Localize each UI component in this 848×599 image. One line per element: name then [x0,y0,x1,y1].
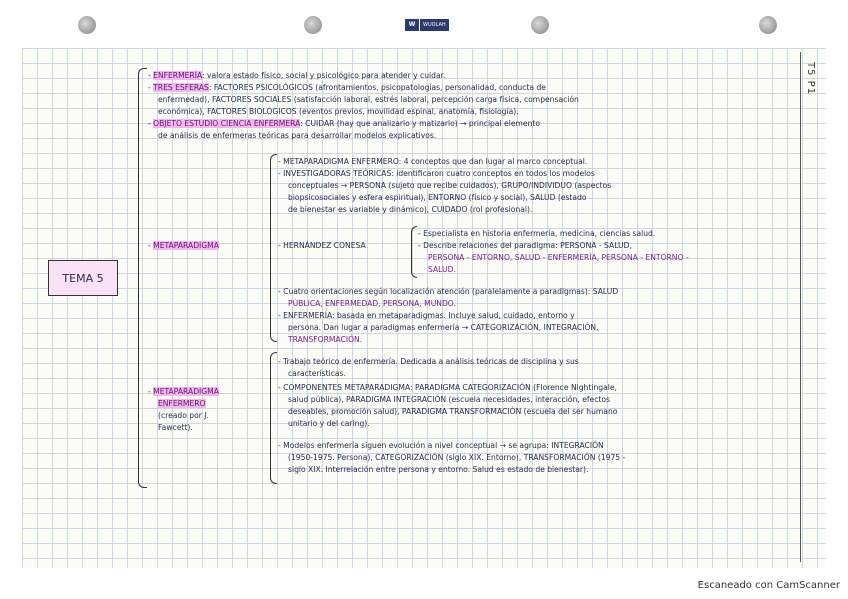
hernandez-line-3: PERSONA - ENTORNO, SALUD - ENFERMERÍA, PERSONA - ENTORNO - [428,253,689,262]
hernandez-line-4: SALUD. [428,265,456,274]
main-brace [138,68,147,488]
hernandez-line-2: - Describe relaciones del paradigma: PERSONA - SALUD, [418,241,632,250]
enf-line-4: salud pública), PARADIGMA INTEGRACIÓN (escuela necesidades, interacción, efectos [288,395,610,404]
hernandez-line-1: - Especialista en historia enfermería, medicina, ciencias salud. [418,229,656,238]
line-text: : FACTORES PSICOLÓGICOS (afrontamientos, psicopatologías, personalidad, conducta de [208,83,546,92]
highlight: ENFERMERÍA [153,71,203,80]
enfermero-brace [270,352,277,484]
meta-line-2: - INVESTIGADORAS TEÓRICAS: identificaron cuatro conceptos en todos los modelos [278,169,595,178]
enf-line-2: características. [288,369,346,378]
meta-after-4: persona. Dan lugar a paradigmas enfermería → CATEGORIZACIÓN, INTEGRACIÓN, [288,323,599,332]
enf-line-9: siglo XIX. Interrelación entre persona y entorno. Salud es estado de bienestar). [288,465,589,474]
highlight: ENFERMERO [158,399,206,408]
highlight: OBJETO ESTUDIO CIENCIA ENFERMERA [153,119,301,128]
side-tab-label: T5 P1 [805,62,816,96]
brand-logo-name: WUOLAH [420,19,449,31]
enfermero-note-1: (creado por J. [158,411,209,420]
enf-line-7: - Modelos enfermería siguen evolución a nivel conceptual → se agrupa: INTEGRACIÓN [278,441,604,450]
side-tab [800,52,823,562]
top-line-4: económica), FACTORES BIOLÓGICOS (eventos previos, movilidad espinal, anatomía, fisiología). [158,107,519,116]
meta-after-2: PÚBLICA, ENFERMEDAD, PERSONA, MUNDO. [288,299,456,308]
enf-line-5: deseables, promoción salud), PARADIGMA TRANSFORMACIÓN (escuela del ser humano [288,407,618,416]
binder-hole [304,16,322,34]
meta-line-5: de bienestar es variable y dinámico), CUIDADO (rol profesional). [288,205,533,214]
highlight: TRES ESFERAS [153,83,209,92]
binder-hole [78,16,96,34]
meta-after-5: TRANSFORMACIÓN. [288,335,363,344]
meta-line-1: - METAPARADIGMA ENFERMERO: 4 conceptos que dan lugar al marco conceptual. [278,157,588,166]
enfermero-label-1: - METAPARADIGMA [148,387,219,396]
enf-line-6: unitario y del caring). [288,419,370,428]
meta-after-3: - ENFERMERÍA: basada en metaparadigmas. Incluye salud, cuidado, entorno y [278,311,575,320]
enf-line-3: - COMPONENTES METAPARADIGMA: PARADIGMA CATEGORIZACIÓN (Florence Nightingale, [278,383,617,392]
tema-label: TEMA 5 [48,260,118,296]
enfermero-note-2: Fawcett). [158,423,193,432]
top-line-2: - TRES ESFERAS: FACTORES PSICOLÓGICOS (afrontamientos, psicopatologías, personalidad, conducta de [148,83,546,92]
line-text: : valora estado físico, social y psicológico para atender y cuidar. [202,71,446,80]
hernandez-brace [411,226,417,278]
brand-logo [405,19,449,31]
top-line-5: - OBJETO ESTUDIO CIENCIA ENFERMERA: CUIDAR (hay que analizarlo y matizarlo) → principal elemento [148,119,541,128]
enf-line-1: - Trabajo teórico de enfermería. Dedicada a análisis teóricas de disciplina y sus [278,357,579,366]
scanner-footer: Escaneado con CamScanner [697,580,840,591]
binder-hole [759,16,777,34]
line-text: : CUIDAR (hay que analizarlo y matizarlo) → principal elemento [300,119,541,128]
meta-line-3: conceptuales → PERSONA (sujeto que recibe cuidados), GRUPO/INDIVIDUO (aspectos [288,181,612,190]
highlight: METAPARADIGMA [153,387,219,396]
brand-logo-box: W [405,19,419,31]
metaparadigma-brace [270,154,277,342]
binder-hole [531,16,549,34]
meta-after-1: - Cuatro orientaciones según localización atención (paralelamente a paradigmas): SALUD [278,287,619,296]
top-line-1: - ENFERMERÍA: valora estado físico, social y psicológico para atender y cuidar. [148,71,446,80]
enfermero-label-2 [158,398,206,409]
metaparadigma-label: - METAPARADIGMA [148,241,219,250]
enf-line-8: (1950-1975. Persona), CATEGORIZACIÓN (siglo XIX. Entorno), TRANSFORMACIÓN (1975 - [288,453,626,462]
hernandez-label: - HERNÁNDEZ CONESA [278,241,366,250]
top-line-6: de análisis de enfermeras teóricas para desarrollar modelos explicativos. [158,131,437,140]
highlight: METAPARADIGMA [153,241,219,250]
top-line-3: enfermedad), FACTORES SOCIALES (satisfacción laboral, estrés laboral, percepción carga física, compensación [158,95,579,104]
meta-line-4: biopsicosociales y esfera espiritual), ENTORNO (físico y social), SALUD (estado [288,193,587,202]
